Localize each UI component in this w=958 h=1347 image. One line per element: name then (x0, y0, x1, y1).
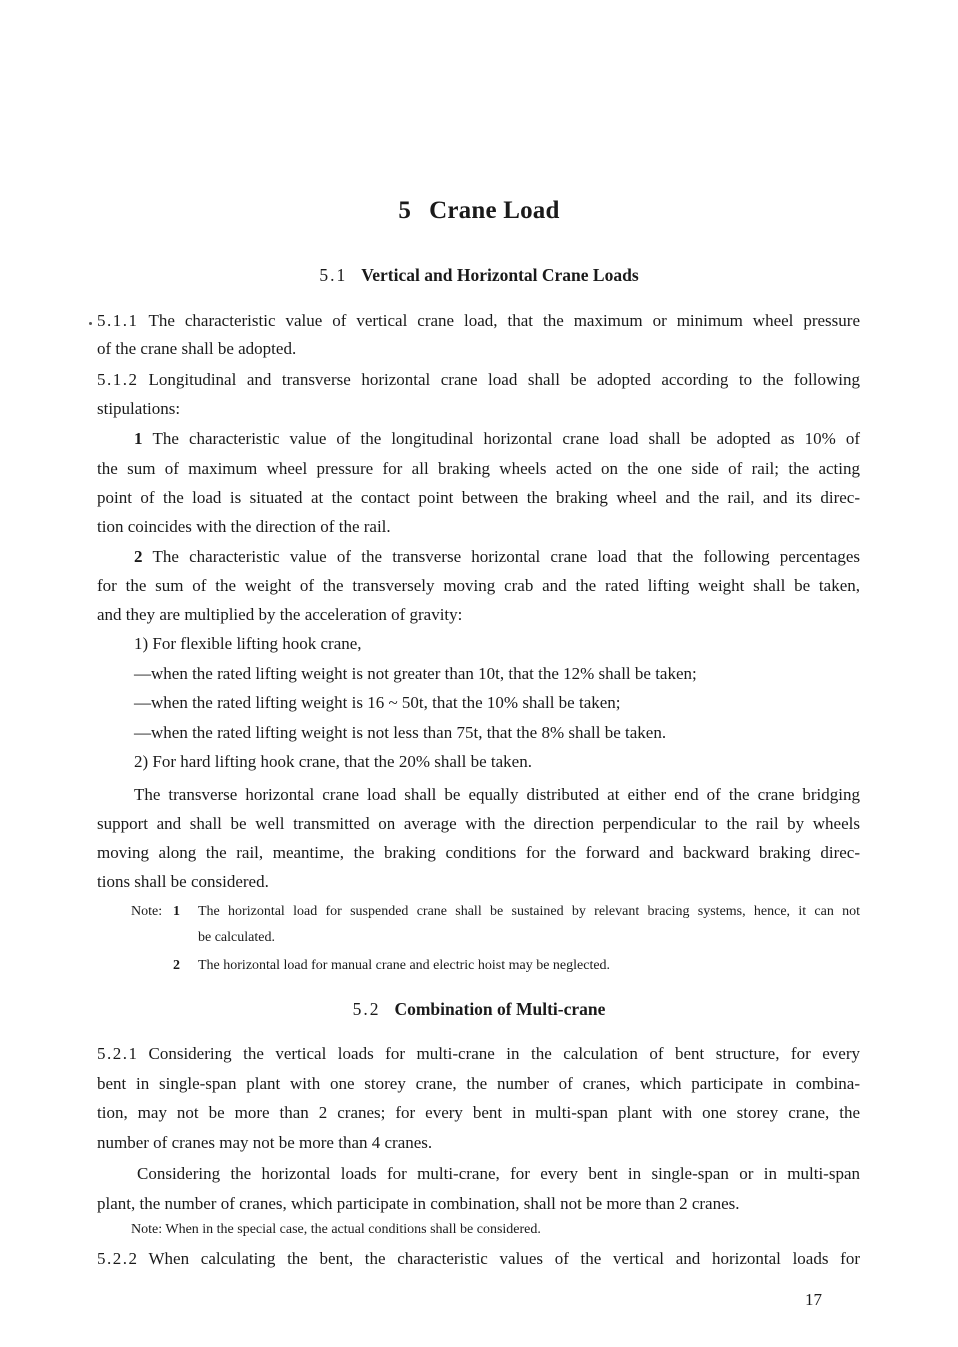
section-number: 5.2 (352, 999, 381, 1019)
chapter-number: 5 (398, 197, 412, 224)
item-2-sub1: 1) For flexible lifting hook crane, (134, 634, 362, 653)
clause-5-1-2-line2: stipulations: (97, 399, 181, 418)
item-1-line3: point of the load is situated at the contact point between the braking wheel and the rail, and its direc- (97, 488, 860, 507)
clause-5-2-1-line4: number of cranes may not be more than 4 cranes. (97, 1133, 433, 1152)
clause-number: 5.1.1 (97, 311, 139, 330)
clause-5-2-1-line2: bent in single-span plant with one storey crane, the number of cranes, which participate in combina- (97, 1074, 860, 1093)
item-number: 2 (134, 547, 143, 566)
clause-text: Longitudinal and transverse horizontal crane load shall be adopted according to the following (148, 370, 860, 389)
para-transverse-line4: tions shall be considered. (97, 872, 269, 891)
item-2-line1 (134, 547, 860, 567)
item-1-line1 (134, 429, 860, 449)
clause-text: The characteristic value of vertical crane load, that the maximum or minimum wheel pressure (148, 311, 860, 330)
para-transverse-line2: support and shall be well transmitted on average with the direction perpendicular to the rail by wheels (97, 814, 860, 833)
para-transverse-line1: The transverse horizontal crane load shall be equally distributed at either end of the crane bridging (134, 785, 860, 804)
clause-5-2-1-line3: tion, may not be more than 2 cranes; for every bent in multi-span plant with one storey crane, the (97, 1103, 860, 1122)
note-1-line1: The horizontal load for suspended crane shall be sustained by relevant bracing systems, hence, it can not (198, 904, 860, 919)
para-transverse-line3: moving along the rail, meantime, the braking conditions for the forward and backward braking direc- (97, 843, 860, 862)
clause-5-1-1-line2: of the crane shall be adopted. (97, 339, 297, 358)
note-label: Note: (131, 904, 163, 919)
clause-number: 5.1.2 (97, 370, 139, 389)
item-2-dash2: —when the rated lifting weight is 16 ~ 50t, that the 10% shall be taken; (134, 693, 621, 712)
clause-5-2-2-line1 (97, 1249, 860, 1269)
item-number: 1 (134, 429, 143, 448)
item-1-line2: the sum of maximum wheel pressure for all braking wheels acted on the one side of rail; the acting (97, 459, 860, 478)
item-1-line4: tion coincides with the direction of the rail. (97, 517, 391, 536)
scan-speck (89, 322, 92, 325)
note-1-line2: be calculated. (198, 930, 275, 945)
clause-text: When calculating the bent, the characteristic values of the vertical and horizontal loads for (148, 1249, 860, 1268)
clause-5-2-1-note: Note: When in the special case, the actual conditions shall be considered. (131, 1222, 541, 1237)
clause-number: 5.2.1 (97, 1044, 139, 1063)
clause-5-2-1-p2-line2: plant, the number of cranes, which participate in combination, shall not be more than 2 cranes. (97, 1194, 740, 1213)
page-number: 17 (805, 1290, 822, 1309)
item-2-line2: for the sum of the weight of the transversely moving crab and the rated lifting weight shall be taken, (97, 576, 860, 595)
section-number: 5.1 (319, 265, 348, 285)
note-1-number: 1 (173, 904, 180, 919)
section-title: Vertical and Horizontal Crane Loads (361, 265, 639, 285)
clause-5-2-1-line1 (97, 1044, 860, 1064)
item-2-line3: and they are multiplied by the acceleration of gravity: (97, 605, 463, 624)
clause-5-2-1-p2-line1: Considering the horizontal loads for multi-crane, for every bent in single-span or in multi-span (137, 1164, 860, 1183)
note-2-line1: The horizontal load for manual crane and electric hoist may be neglected. (198, 958, 611, 973)
item-text: The characteristic value of the longitudinal horizontal crane load shall be adopted as 10% of (152, 429, 860, 448)
section-heading-5-1 (0, 265, 958, 286)
section-heading-5-2 (0, 999, 958, 1020)
note-2-number: 2 (173, 958, 180, 973)
clause-5-1-2-line1 (97, 370, 860, 390)
chapter-heading (0, 197, 958, 225)
clause-text: Considering the vertical loads for multi-crane in the calculation of bent structure, for every (148, 1044, 860, 1063)
item-2-dash3: —when the rated lifting weight is not less than 75t, that the 8% shall be taken. (134, 723, 667, 742)
item-text: The characteristic value of the transverse horizontal crane load that the following percentages (152, 547, 860, 566)
clause-5-1-1-line1 (97, 311, 860, 331)
item-2-dash1: —when the rated lifting weight is not greater than 10t, that the 12% shall be taken; (134, 664, 697, 683)
chapter-title: Crane Load (429, 197, 560, 224)
clause-number: 5.2.2 (97, 1249, 139, 1268)
item-2-sub2: 2) For hard lifting hook crane, that the 20% shall be taken. (134, 752, 532, 771)
section-title: Combination of Multi-crane (394, 999, 606, 1019)
